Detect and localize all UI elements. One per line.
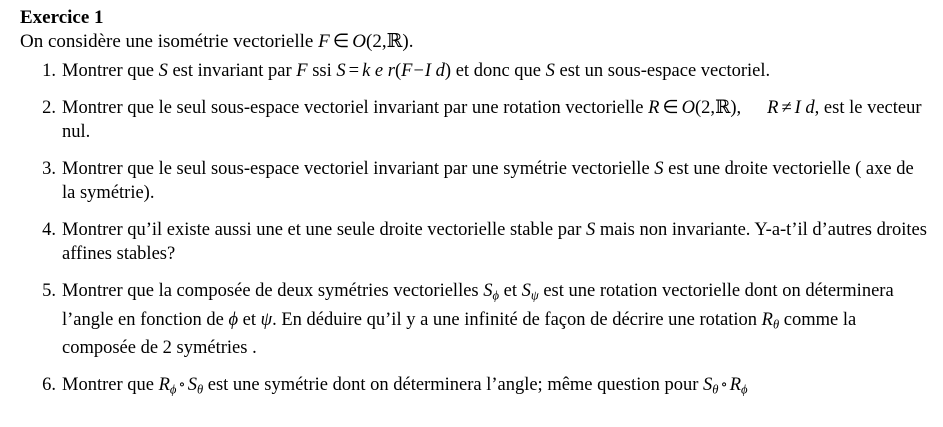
q5-math-psi-sub1: ψ (530, 288, 539, 303)
q5-text-3: est une rotation vectorielle dont on déterminera l’angle en fonction de (62, 281, 894, 330)
q3-math-S: S (654, 159, 664, 179)
list-item (20, 59, 931, 83)
q4-text-1: Montrer qu’il existe aussi une et une seule droite vectorielle stable par (62, 220, 586, 240)
intro-paragraph (20, 30, 931, 53)
q1-math-equals: = (348, 61, 360, 81)
q1-math-F: F (296, 61, 308, 81)
q6-text-2: est une symétrie dont on déterminera l’angle; même question pour (203, 375, 703, 396)
list-item (20, 373, 931, 402)
q1-math-S2: S (336, 61, 346, 81)
q6-math-theta-sub2: θ (712, 382, 719, 397)
q5-text-1: Montrer que la composée de deux symétries vectorielles (62, 281, 484, 301)
math-reals: ℝ (386, 30, 403, 52)
q2-math-neq: ≠ (781, 98, 792, 118)
q5-math-phi-sub1: ϕ (492, 288, 500, 303)
q2-math-in: ∈ (662, 98, 679, 118)
q1-text-5: est un sous-espace vectoriel. (554, 61, 771, 81)
q1-math-paren-close: ) (444, 61, 452, 81)
list-item-number: 4. (42, 220, 56, 240)
list-item (20, 218, 931, 266)
q2-math-R2: R (767, 98, 779, 118)
list-item (20, 157, 931, 205)
q2-math-reals: ℝ (714, 97, 731, 118)
q6-math-S: S (187, 375, 197, 396)
page-title: Exercice 1 (20, 7, 104, 28)
q5-math-S2: S (521, 281, 531, 301)
intro-text: On considère une isométrie vectorielle (20, 31, 319, 52)
list-item-number: 3. (42, 159, 56, 179)
list-item-body (62, 218, 931, 266)
math-in: ∈ (332, 31, 350, 52)
list-item-body (62, 157, 931, 205)
q5-text-5: . En déduire qu’il y a une infinité de façon de décrire une rotation (272, 309, 762, 330)
list-item-body (62, 59, 931, 83)
math-O: O (352, 31, 366, 52)
q5-text-2: et (499, 281, 522, 301)
q6-math-phi-sub1: ϕ (169, 382, 177, 397)
q1-text-3: ssi (307, 61, 337, 81)
q5-math-S1: S (483, 281, 493, 301)
q5-text-6: comme la composée de 2 symétries . (62, 309, 857, 359)
q4-text-2: mais non invariante. Y-a-t’il d’autres droites affines stables? (62, 220, 927, 264)
q1-math-ker: k e r (362, 61, 395, 81)
list-item-number: 6. (42, 375, 56, 396)
q1-text-4: et donc que (451, 61, 546, 81)
questions-list (20, 59, 931, 402)
q3-text-2: est une droite vectorielle ( axe de la symétrie). (62, 159, 914, 203)
list-item-body (62, 96, 931, 144)
q1-math-paren-open: ( (394, 61, 402, 81)
q1-text-2: est invariant par (167, 61, 297, 81)
q2-math-O: O (681, 98, 695, 118)
q2-math-R: R (648, 98, 660, 118)
q4-math-S: S (586, 220, 596, 240)
q1-math-S3: S (545, 61, 555, 81)
q1-text-1: Montrer que (62, 61, 159, 81)
q2-text-1: Montrer que le seul sous-espace vectoriel invariant par une rotation vectorielle (62, 98, 649, 118)
q1-math-F2: F (401, 61, 413, 81)
q2-text-2: , est le vecteur nul. (62, 98, 922, 142)
list-item (20, 96, 931, 144)
q6-math-S2: S (703, 375, 713, 396)
q1-math-minus: − (413, 61, 424, 81)
q2-math-args: (2, (694, 98, 715, 118)
q6-math-R2: R (729, 375, 742, 396)
q1-math-Id: I d (424, 61, 445, 81)
q5-math-psi: ψ (260, 309, 273, 330)
q2-math-Id: I d (794, 98, 815, 118)
q5-math-theta-sub: θ (772, 317, 780, 332)
list-item (20, 279, 931, 360)
q6-math-theta-sub1: θ (196, 382, 204, 397)
q2-math-args-close: ), (730, 98, 742, 118)
list-item-number: 2. (42, 98, 56, 118)
q3-text-1: Montrer que le seul sous-espace vectoriel invariant par une symétrie vectorielle (62, 159, 655, 179)
math-F: F (318, 31, 330, 52)
q6-math-R: R (158, 375, 170, 396)
list-item-number: 1. (42, 61, 56, 81)
q5-math-R: R (761, 309, 773, 330)
q5-text-4: et (238, 309, 261, 330)
q1-math-S1: S (158, 61, 168, 81)
q6-math-phi-sub2: ϕ (741, 382, 748, 397)
q5-math-phi: ϕ (228, 309, 239, 330)
math-args-open: (2, (366, 31, 387, 52)
math-args-close: ). (402, 31, 414, 52)
list-item-body (62, 279, 931, 360)
q6-math-compose-1: ∘ (178, 376, 186, 394)
q6-text-1: Montrer que (62, 375, 159, 396)
q6-math-compose-2: ∘ (720, 376, 728, 394)
list-item-body (62, 373, 931, 402)
list-item-number: 5. (42, 281, 56, 301)
